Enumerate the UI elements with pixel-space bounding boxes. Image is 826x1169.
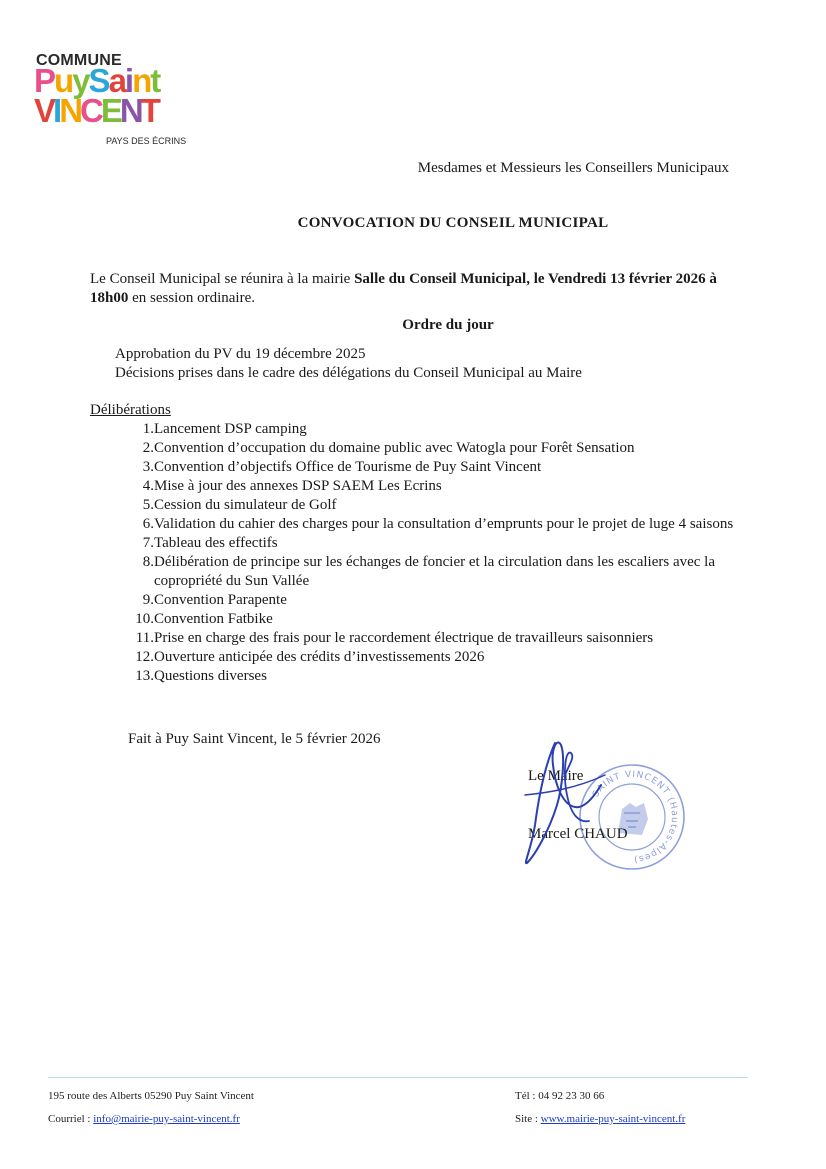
signature	[505, 735, 615, 870]
footer-site	[515, 1113, 685, 1125]
document-title: CONVOCATION DU CONSEIL MUNICIPAL	[297, 215, 609, 231]
signatory-role: Le Maire	[528, 768, 584, 784]
email-link[interactable]: info@mairie-puy-saint-vincent.fr	[93, 1113, 240, 1125]
preliminary-item: Approbation du PV du 19 décembre 2025	[115, 346, 366, 362]
footer-divider	[48, 1077, 748, 1078]
deliberations-list	[124, 420, 764, 686]
intro-lead: Le Conseil Municipal se réunira à la mairie	[90, 271, 355, 287]
intro-tail: en session ordinaire.	[128, 290, 255, 306]
commune-logo	[34, 52, 187, 148]
signatory-name: Marcel CHAUD	[528, 826, 628, 842]
seal-text: SAINT VINCENT (Hautes-Alpes)	[591, 769, 680, 865]
footer-email-label: Courriel :	[48, 1113, 94, 1125]
preliminary-items	[115, 345, 582, 383]
list-item: 13. Questions diverses	[135, 668, 267, 684]
list-item: 10. Convention Fatbike	[135, 611, 273, 627]
list-item: 11. Prise en charge des frais pour le raccordement électrique de travailleurs saisonniers	[135, 630, 654, 646]
agenda-title: Ordre du jour	[402, 317, 494, 333]
intro-meeting-details: Salle du Conseil Municipal, le Vendredi 13 février 2026 à 18h00	[90, 271, 717, 306]
footer-address: 195 route des Alberts 05290 Puy Saint Vincent	[48, 1090, 254, 1102]
list-item: 3. Convention d’objectifs Office de Tourisme de Puy Saint Vincent	[142, 459, 542, 475]
deliberations-heading: Délibérations	[90, 402, 171, 418]
website-link[interactable]: www.mairie-puy-saint-vincent.fr	[540, 1113, 686, 1125]
done-at-line: Fait à Puy Saint Vincent, le 5 février 2026	[128, 731, 381, 747]
footer-email	[48, 1113, 240, 1125]
logo-word-puysaint: PuySaint	[34, 62, 160, 99]
list-item: 4. Mise à jour des annexes DSP SAEM Les Ecrins	[142, 478, 442, 494]
list-item: 8. Délibération de principe sur les échanges de foncier et la circulation dans les escaliers avec la copropriété du Sun Vallée	[142, 554, 715, 589]
footer-phone: Tél : 04 92 23 30 66	[515, 1090, 605, 1102]
logo-commune-label: COMMUNE	[36, 52, 122, 69]
list-item: 5. Cession du simulateur de Golf	[142, 497, 337, 513]
list-item: 12. Ouverture anticipée des crédits d’investissements 2026	[135, 649, 485, 665]
list-item: 1. Lancement DSP camping	[142, 421, 307, 437]
logo-tagline: PAYS DES ÉCRINS	[106, 136, 187, 146]
addressee: Mesdames et Messieurs les Conseillers Municipaux	[417, 160, 729, 176]
footer-site-label: Site :	[515, 1113, 541, 1125]
intro-paragraph	[90, 270, 740, 308]
preliminary-item: Décisions prises dans le cadre des délégations du Conseil Municipal au Maire	[115, 365, 582, 381]
list-item: 9. Convention Parapente	[142, 592, 287, 608]
list-item: 7. Tableau des effectifs	[142, 535, 278, 551]
list-item: 2. Convention d’occupation du domaine public avec Watogla pour Forêt Sensation	[142, 440, 635, 456]
list-item: 6. Validation du cahier des charges pour la consultation d’emprunts pour le projet de luge 4 saisons	[142, 516, 734, 532]
logo-word-vincent: VINCENT	[34, 92, 158, 129]
